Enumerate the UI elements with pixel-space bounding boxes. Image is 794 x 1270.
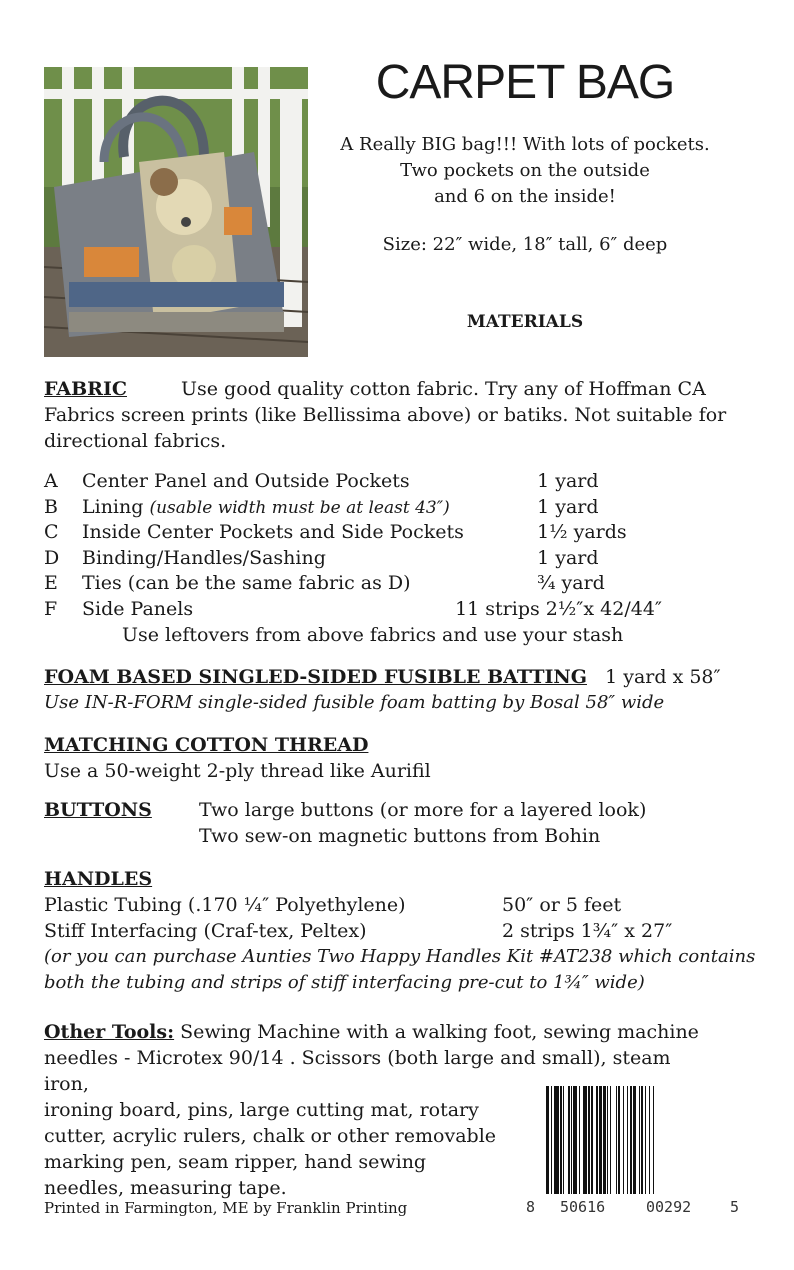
buttons-line: Two sew-on magnetic buttons from Bohin (199, 825, 601, 847)
materials-heading: MATERIALS (466, 312, 584, 332)
fabric-qty: 11 strips 2½″x 42/44″ (455, 597, 662, 620)
fabric-row (44, 598, 744, 624)
handles-qty: 2 strips 1¾″ x 27″ (502, 920, 673, 942)
fabric-note: (usable width must be at least 43″) (149, 497, 450, 518)
carpet-bag-image (44, 67, 308, 357)
fabric-name (82, 496, 537, 522)
fabric-name-text: Ties (can be the same fabric as D) (82, 572, 411, 594)
fabric-qty: 1½ yards (537, 521, 627, 543)
buttons-line: Two large buttons (or more for a layered look) (199, 799, 647, 821)
handles-note: (or you can purchase Aunties Two Happy Handles Kit #AT238 which contains both the tubing and strips of stiff interfacing pre-cut to 1¾″ wide) (44, 946, 756, 993)
size-text: Size: 22″ wide, 18″ tall, 6″ deep (382, 234, 668, 255)
fabric-letter: B (44, 495, 58, 518)
intro-line: and 6 on the inside! (434, 186, 616, 207)
fabric-letter: E (44, 572, 58, 594)
fabric-table (44, 470, 744, 623)
fabric-name-text: Center Panel and Outside Pockets (82, 470, 410, 492)
foam-qty: 1 yard x 58″ (605, 666, 721, 688)
fabric-row (44, 521, 744, 547)
fabric-row (44, 547, 744, 573)
handles-item: Stiff Interfacing (Craf-tex, Peltex) (44, 920, 367, 942)
fabric-name-text: Binding/Handles/Sashing (82, 546, 326, 569)
fabric-letter: A (44, 470, 58, 492)
printer-credit: Printed in Farmington, ME by Franklin Printing (44, 1199, 408, 1217)
barcode-digit-first: 8 (526, 1198, 536, 1216)
thread-heading: MATCHING COTTON THREAD (44, 734, 369, 756)
fabric-text: Use good quality cotton fabric. Try any of Hoffman CA Fabrics screen prints (like Bellissima above) or batiks. Not suitable for directional fabrics. (44, 378, 727, 452)
fabric-name (82, 470, 537, 496)
fabric-letter: C (44, 521, 59, 543)
leftovers-note: Use leftovers from above fabrics and use your stash (122, 624, 624, 646)
intro-line: Two pockets on the outside (400, 160, 650, 181)
fabric-qty: 1 yard (537, 470, 599, 492)
thread-text: Use a 50-weight 2-ply thread like Aurifil (44, 760, 431, 782)
fabric-qty: 1 yard (537, 495, 599, 518)
foam-section (44, 664, 764, 716)
page-title: CARPET BAG (375, 56, 675, 109)
barcode-digit-last: 5 (730, 1198, 740, 1216)
fabric-section (44, 376, 744, 454)
tools-text: ironing board, pins, large cutting mat, rotary cutter, acrylic rulers, chalk or other removable marking pen, seam ripper, hand sewing needles, measuring tape. (44, 1099, 497, 1199)
fabric-name (82, 572, 537, 598)
fabric-heading: FABRIC (44, 378, 127, 400)
tools-text: needles - Microtex 90/14 . Scissors (both large and small), steam iron, (44, 1047, 671, 1095)
fabric-qty: ¾ yard (537, 572, 605, 594)
product-photo (44, 67, 308, 357)
fabric-name (82, 521, 537, 547)
barcode-digits-right: 00292 (646, 1198, 692, 1216)
fabric-row (44, 470, 744, 496)
fabric-letter: F (44, 597, 58, 620)
handles-heading: HANDLES (44, 868, 153, 890)
barcode (526, 1080, 740, 1216)
intro-line: A Really BIG bag!!! With lots of pockets. (340, 134, 710, 155)
tools-heading: Other Tools: (44, 1021, 175, 1043)
fabric-name-text: Lining (82, 495, 144, 518)
buttons-section (44, 797, 764, 849)
handles-section (44, 866, 764, 996)
fabric-name-text: Side Panels (82, 597, 194, 620)
thread-section (44, 732, 764, 784)
foam-heading: FOAM BASED SINGLED-SIDED FUSIBLE BATTING (44, 666, 587, 688)
handles-item: Plastic Tubing (.170 ¼″ Polyethylene) (44, 894, 406, 916)
fabric-letter: D (44, 546, 60, 569)
handles-qty: 50″ or 5 feet (502, 894, 622, 916)
buttons-heading: BUTTONS (44, 799, 152, 821)
fabric-row (44, 496, 744, 522)
fabric-row (44, 572, 744, 598)
barcode-bars (546, 1086, 730, 1194)
barcode-bar (654, 1086, 655, 1194)
foam-note: Use IN-R-FORM single-sided fusible foam batting by Bosal 58″ wide (44, 692, 665, 713)
barcode-digits-left: 50616 (560, 1198, 606, 1216)
fabric-name (82, 547, 537, 573)
tools-text: Sewing Machine with a walking foot, sewing machine (180, 1021, 699, 1043)
fabric-name-text: Inside Center Pockets and Side Pockets (82, 521, 464, 543)
intro-text (320, 132, 730, 210)
fabric-qty: 1 yard (537, 546, 599, 569)
